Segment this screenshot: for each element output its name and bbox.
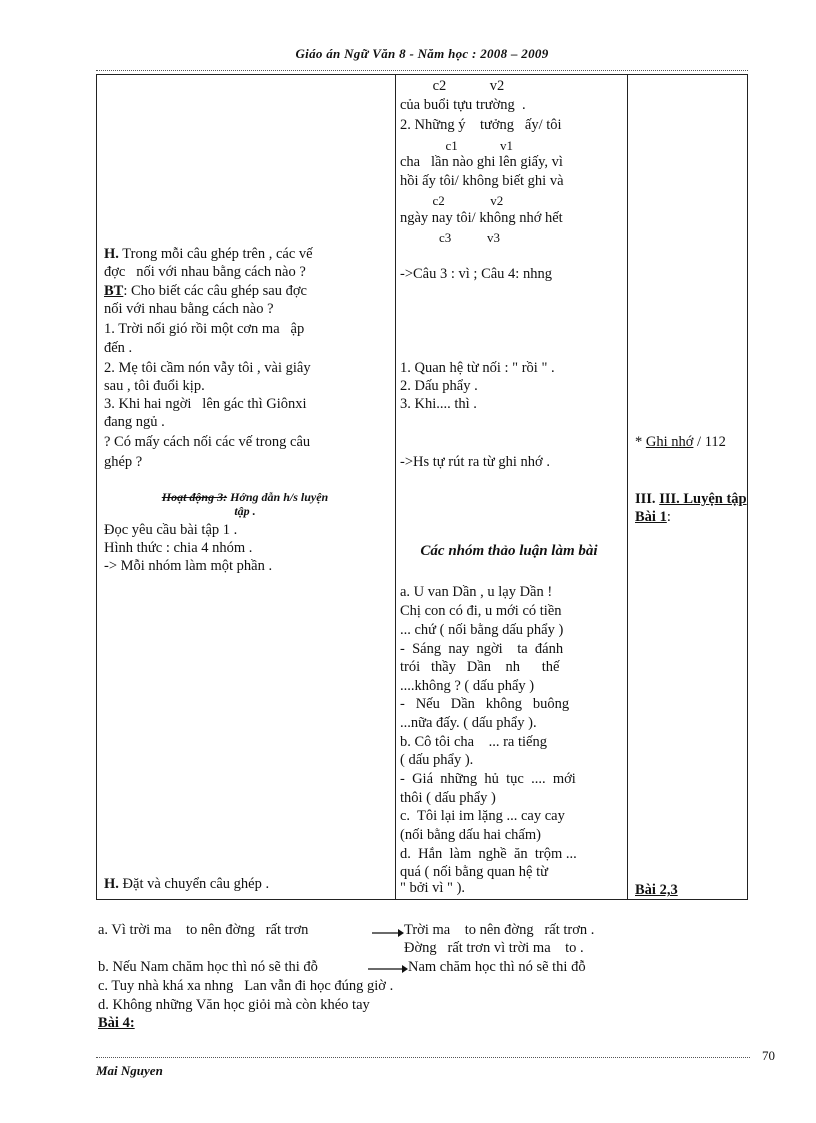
page-number: 70 [762,1048,775,1063]
exercise-line [104,283,307,300]
activity-subtitle: Hớng dẫn h/s luyện [227,490,329,504]
clause-label: c1 v1 [400,138,514,153]
group-line: ...nữa đấy. ( dấu phẩy ). [400,715,537,731]
column-divider-1 [395,75,396,899]
group-line: " bởi vì " ). [400,880,466,896]
exercise-1-label [635,509,671,526]
exercise-item: sau , tôi đuổi kịp. [104,378,205,394]
text-line: 2. Những ý tưởng ấy/ tôi [400,117,562,133]
example-a-right: Trời ma to nên đờng rất trơn . [404,922,595,938]
question-line: đợc nối với nhau bằng cách nào ? [104,264,306,280]
clause-label: c3 v3 [400,230,501,245]
group-line: thôi ( dấu phẩy ) [400,790,496,806]
arrow-icon [372,928,404,938]
memory-note-link[interactable]: Ghi nhớ [645,434,694,450]
header-divider [96,70,748,71]
example-b-left: b. Nếu Nam chăm học thì nó sẽ thi đỗ [98,959,318,975]
group-line: - Nếu Dần không buông [400,696,570,712]
exercise-item: đến . [104,340,133,356]
practice-title: III. Luyện tập [659,491,747,507]
text-line: của buổi tựu trường . [400,97,526,113]
exercise-item: 3. Khi hai ngời lên gác thì Giônxi [104,396,307,412]
clause-label: c2 v2 [400,193,504,208]
page-header: Giáo án Ngữ Văn 8 - Năm học : 2008 – 2009 [295,46,549,61]
final-text: Đặt và chuyển câu ghép . [118,876,270,892]
group-line: ... chứ ( nối bằng dấu phẩy ) [400,622,564,638]
answer-item: 3. Khi.... thì . [400,396,477,412]
arrow-icon [368,964,408,974]
example-d: d. Không những Văn học giỏi mà còn khéo tay [98,997,370,1013]
answer-item: 1. Quan hệ từ nối : " rồi " . [400,360,555,376]
exercise-item: đang ngủ . [104,414,165,430]
exercise-1: Bài 1 [635,509,667,525]
exercise-line: nối với nhau bằng cách nào ? [104,301,274,317]
group-line: - Giá những hủ tục .... mới [400,771,576,787]
exercise-text: : Cho biết các câu ghép sau đợc [123,283,307,299]
group-line: trói thầy Dần nh thế [400,659,560,675]
text-line: ngày nay tôi/ không nhớ hết [400,210,563,226]
group-line: ( dấu phẩy ). [400,752,474,768]
groups-title: Các nhóm thảo luận làm bài [420,543,598,559]
example-a-left: a. Vì trời ma to nên đờng rất trơn [98,922,309,938]
text-line: cha lần nào ghi lên giấy, vì [400,154,563,170]
group-line: - Sáng nay ngời ta đánh [400,641,564,657]
final-task [104,876,269,893]
colon: : [666,509,671,525]
bullet: * [635,434,646,450]
group-line: (nối bằng dấu hai chấm) [400,827,541,843]
exercise-item: 2. Mẹ tôi cầm nón vẫy tôi , vài giây [104,360,311,376]
question-text: Trong mỗi câu ghép trên , các vế [118,246,313,262]
answer-item: 2. Dấu phẩy . [400,378,478,394]
group-line: ....không ? ( dấu phẩy ) [400,678,535,694]
column-divider-2 [627,75,628,899]
group-line: Chị con có đi, u mới có tiền [400,603,562,619]
activity-heading [100,490,390,504]
clause-label: c2 v2 [400,78,505,94]
exercise-item: ghép ? [104,454,143,470]
footer-divider [96,1057,750,1058]
group-line: c. Tôi lại im lặng ... cay cay [400,808,565,824]
question-label: H. [104,246,119,262]
group-line: quá ( nối bằng quan hệ từ [400,864,548,880]
exercise-2-3: Bài 2,3 [635,882,678,898]
question-line [104,246,313,263]
connector-answer: ->Câu 3 : vì ; Câu 4: nhng [400,266,552,282]
exercise-label: BT [104,283,124,299]
exercise-item: ? Có mấy cách nối các vế trong câu [104,434,311,450]
memory-page: / 112 [693,434,726,450]
activity-title: Hoạt động 3: [161,490,228,504]
final-label: H. [104,876,119,892]
text-line: hồi ấy tôi/ không biết ghi và [400,173,564,189]
author-name: Mai Nguyen [96,1063,163,1078]
exercise-4: Bài 4: [98,1015,135,1031]
example-c: c. Tuy nhà khá xa nhng Lan vẫn đi học đúng giờ . [98,978,394,994]
group-line: a. U van Dần , u lạy Dần ! [400,584,553,600]
activity-heading-cont: tập . [234,504,256,518]
example-b-right: Nam chăm học thì nó sẽ thi đỗ [408,959,586,975]
group-line: b. Cô tôi cha ... ra tiếng [400,734,547,750]
group-line: d. Hắn làm nghề ăn trộm ... [400,846,577,862]
exercise-item: 1. Trời nổi gió rồi một cơn ma ập [104,321,305,337]
task-line: Hình thức : chia 4 nhóm . [104,540,253,556]
self-draw-note: ->Hs tự rút ra từ ghi nhớ . [400,454,550,470]
example-a-right-2: Đờng rất trơn vì trời ma to . [404,940,584,956]
task-line: Đọc yêu cầu bài tập 1 . [104,522,238,538]
practice-heading: III. III. Luyện tập [635,491,747,507]
task-line: -> Mỗi nhóm làm một phần . [104,558,273,574]
memory-note [635,434,726,451]
